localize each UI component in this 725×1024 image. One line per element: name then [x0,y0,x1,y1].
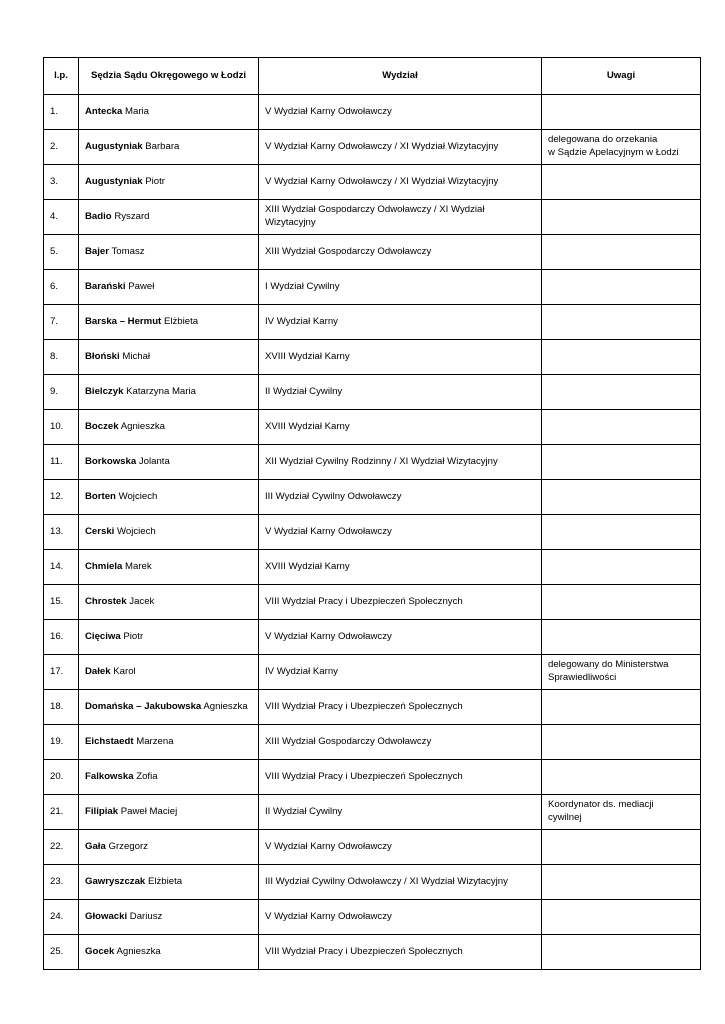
judge-given-name: Elżbieta [163,315,199,327]
table-row [44,620,701,655]
judge-given-name: Dariusz [129,910,163,922]
judge-surname: Chrostek [85,595,127,607]
table-row [44,935,701,970]
judge-surname: Augustyniak [85,140,143,152]
row-number: 10. [44,410,79,445]
table-row [44,690,701,725]
notes [542,235,701,270]
table-row [44,200,701,235]
judge-given-name: Jacek [129,595,155,607]
notes [542,900,701,935]
row-number: 11. [44,445,79,480]
notes [542,95,701,130]
department: VIII Wydział Pracy i Ubezpieczeń Społecznych [259,690,542,725]
row-number: 5. [44,235,79,270]
judge-given-name: Paweł Maciej [120,805,178,817]
judge-surname: Głowacki [85,910,128,922]
notes [542,270,701,305]
notes [542,935,701,970]
judge-surname: Boczek [85,420,119,432]
notes [542,340,701,375]
judge-name [79,830,259,865]
department: IV Wydział Karny [259,305,542,340]
department: II Wydział Cywilny [259,375,542,410]
judge-given-name: Paweł [128,280,155,292]
department: XIII Wydział Gospodarczy Odwoławczy [259,235,542,270]
row-number: 16. [44,620,79,655]
judge-surname: Gocek [85,945,115,957]
notes [542,830,701,865]
judge-surname: Borkowska [85,455,137,467]
table-row [44,95,701,130]
judge-surname: Badio [85,210,112,222]
table-header-row [44,58,701,95]
row-number: 12. [44,480,79,515]
judges-table [43,57,701,970]
judge-name [79,690,259,725]
row-number: 2. [44,130,79,165]
department: I Wydział Cywilny [259,270,542,305]
row-number: 17. [44,655,79,690]
judge-name [79,305,259,340]
judge-surname: Barański [85,280,126,292]
judge-surname: Cerski [85,525,115,537]
judge-surname: Antecka [85,105,123,117]
judge-given-name: Katarzyna Maria [126,385,196,397]
judge-name [79,725,259,760]
department: VIII Wydział Pracy i Ubezpieczeń Społecznych [259,585,542,620]
department: IV Wydział Karny [259,655,542,690]
notes [542,480,701,515]
table-row [44,585,701,620]
table-row [44,480,701,515]
notes [542,165,701,200]
department: XIII Wydział Gospodarczy Odwoławczy [259,725,542,760]
judge-given-name: Agnieszka [203,700,248,712]
row-number: 4. [44,200,79,235]
judge-given-name: Marzena [136,735,174,747]
table-row [44,410,701,445]
judge-name [79,445,259,480]
table-row [44,865,701,900]
notes [542,725,701,760]
judge-surname: Filipiak [85,805,119,817]
judge-name [79,375,259,410]
department: XVIII Wydział Karny [259,340,542,375]
notes [542,200,701,235]
judge-surname: Gała [85,840,106,852]
table-row [44,130,701,165]
header-lp: l.p. [44,58,79,95]
header-notes: Uwagi [542,58,701,95]
judge-surname: Cięciwa [85,630,121,642]
row-number: 20. [44,760,79,795]
judge-given-name: Barbara [145,140,180,152]
judge-given-name: Karol [113,665,136,677]
judge-given-name: Agnieszka [120,420,165,432]
row-number: 3. [44,165,79,200]
notes: delegowany do Ministerstwa Sprawiedliwości [542,655,701,690]
judge-given-name: Wojciech [117,525,156,537]
judge-name [79,340,259,375]
department: XVIII Wydział Karny [259,410,542,445]
judge-surname: Augustyniak [85,175,143,187]
notes [542,445,701,480]
department: XVIII Wydział Karny [259,550,542,585]
notes [542,620,701,655]
row-number: 14. [44,550,79,585]
judge-name [79,865,259,900]
department: III Wydział Cywilny Odwoławczy [259,480,542,515]
notes [542,410,701,445]
judge-surname: Eichstaedt [85,735,134,747]
row-number: 22. [44,830,79,865]
department: XIII Wydział Gospodarczy Odwoławczy / XI Wydział Wizytacyjny [259,200,542,235]
table-body [44,95,701,970]
table-row [44,445,701,480]
judge-given-name: Ryszard [114,210,150,222]
notes [542,690,701,725]
judge-given-name: Wojciech [118,490,158,502]
table-row [44,340,701,375]
table-row [44,165,701,200]
notes [542,375,701,410]
notes: delegowana do orzekania w Sądzie Apelacyjnym w Łodzi [542,130,701,165]
department: V Wydział Karny Odwoławczy / XI Wydział Wizytacyjny [259,165,542,200]
judge-name [79,410,259,445]
table-row [44,305,701,340]
department: V Wydział Karny Odwoławczy [259,900,542,935]
department: III Wydział Cywilny Odwoławczy / XI Wydział Wizytacyjny [259,865,542,900]
notes [542,865,701,900]
table-row [44,655,701,690]
department: V Wydział Karny Odwoławczy [259,515,542,550]
judge-name [79,550,259,585]
judge-name [79,165,259,200]
judge-name [79,900,259,935]
table-row [44,900,701,935]
department: II Wydział Cywilny [259,795,542,830]
row-number: 7. [44,305,79,340]
notes: Koordynator ds. mediacji cywilnej [542,795,701,830]
row-number: 19. [44,725,79,760]
judge-name [79,760,259,795]
judge-name [79,795,259,830]
judge-given-name: Agnieszka [116,945,161,957]
judge-surname: Dałek [85,665,111,677]
row-number: 1. [44,95,79,130]
row-number: 25. [44,935,79,970]
header-department: Wydział [259,58,542,95]
table-row [44,725,701,760]
department: V Wydział Karny Odwoławczy [259,620,542,655]
row-number: 9. [44,375,79,410]
row-number: 13. [44,515,79,550]
judge-name [79,130,259,165]
department: VIII Wydział Pracy i Ubezpieczeń Społecznych [259,760,542,795]
judge-given-name: Grzegorz [108,840,148,852]
judge-given-name: Michał [122,350,151,362]
department: V Wydział Karny Odwoławczy [259,830,542,865]
judge-name [79,935,259,970]
table-row [44,795,701,830]
row-number: 6. [44,270,79,305]
row-number: 15. [44,585,79,620]
judge-given-name: Elżbieta [147,875,183,887]
judge-surname: Bajer [85,245,109,257]
judge-surname: Falkowska [85,770,134,782]
row-number: 18. [44,690,79,725]
judge-surname: Borten [85,490,116,502]
notes [542,305,701,340]
judge-given-name: Piotr [123,630,144,642]
judge-given-name: Marek [125,560,152,572]
row-number: 8. [44,340,79,375]
table-row [44,235,701,270]
judge-name [79,480,259,515]
notes [542,760,701,795]
judge-given-name: Piotr [145,175,165,187]
table-row [44,375,701,410]
table-row [44,515,701,550]
judge-name [79,515,259,550]
table-row [44,830,701,865]
judge-name [79,95,259,130]
judge-name [79,620,259,655]
judge-surname: Błoński [85,350,120,362]
department: XII Wydział Cywilny Rodzinny / XI Wydział Wizytacyjny [259,445,542,480]
judge-name [79,655,259,690]
notes [542,585,701,620]
table-row [44,760,701,795]
judge-surname: Domańska – Jakubowska [85,700,202,712]
department: V Wydział Karny Odwoławczy / XI Wydział Wizytacyjny [259,130,542,165]
judge-surname: Bielczyk [85,385,124,397]
judge-surname: Gawryszczak [85,875,146,887]
notes [542,515,701,550]
judge-given-name: Tomasz [111,245,145,257]
judge-name [79,200,259,235]
judge-surname: Chmiela [85,560,123,572]
judge-surname: Barska – Hermut [85,315,162,327]
row-number: 24. [44,900,79,935]
table-row [44,270,701,305]
judge-given-name: Jolanta [138,455,170,467]
department: V Wydział Karny Odwoławczy [259,95,542,130]
department: VIII Wydział Pracy i Ubezpieczeń Społecznych [259,935,542,970]
row-number: 21. [44,795,79,830]
judge-name [79,235,259,270]
header-judge: Sędzia Sądu Okręgowego w Łodzi [79,58,259,95]
table-row [44,550,701,585]
judge-given-name: Zofia [136,770,158,782]
row-number: 23. [44,865,79,900]
judge-name [79,270,259,305]
notes [542,550,701,585]
judge-name [79,585,259,620]
judge-given-name: Maria [125,105,149,117]
